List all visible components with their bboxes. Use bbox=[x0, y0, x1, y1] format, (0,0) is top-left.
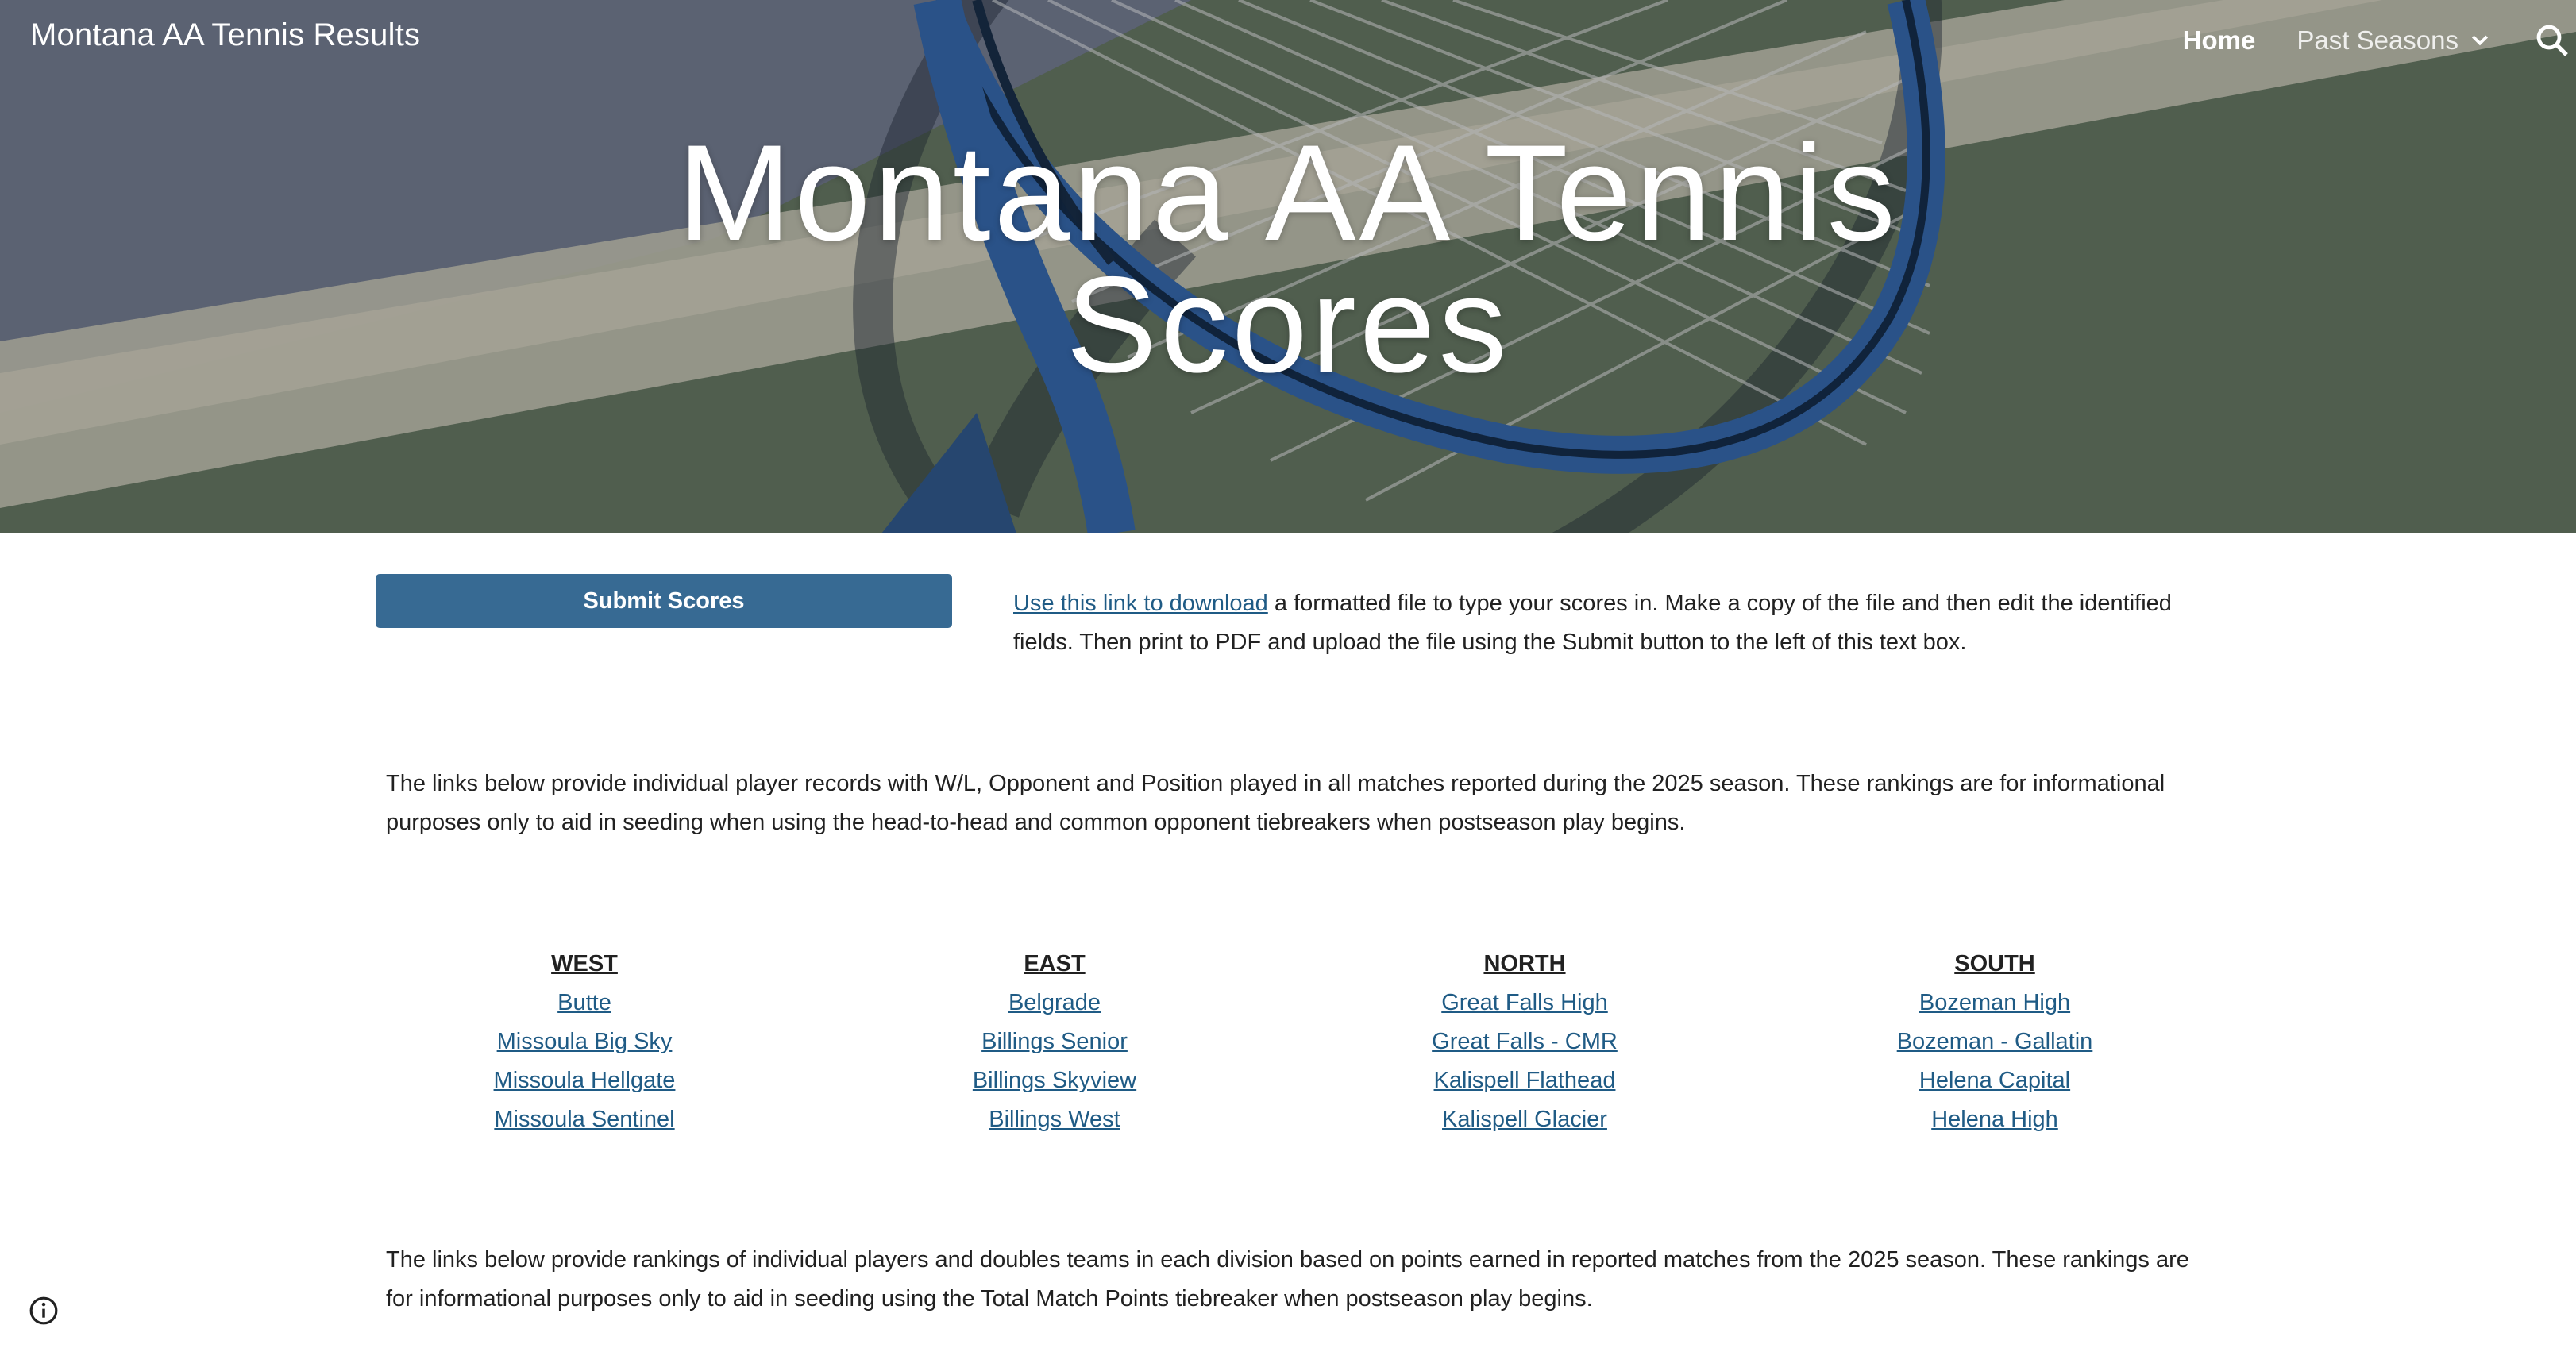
team-link-bozeman-gallatin[interactable]: Bozeman - Gallatin bbox=[1896, 1029, 2093, 1054]
page-title-line-1: Montana AA Tennis bbox=[677, 117, 1899, 269]
player-records-intro: The links below provide individual player records with W/L, Opponent and Position played in all matches reported during the 2025 season. These rankings are for informational purposes only to aid in seeding when using the head-to-head and common opponent tiebreakers when postseason play begins. bbox=[386, 771, 2165, 835]
top-navigation bbox=[2183, 21, 2576, 60]
division-north bbox=[1302, 945, 1747, 1139]
team-link-helena-high[interactable]: Helena High bbox=[1931, 1107, 2058, 1132]
team-link-billings-west[interactable]: Billings West bbox=[989, 1107, 1120, 1132]
team-link-missoula-hellgate[interactable]: Missoula Hellgate bbox=[493, 1068, 676, 1093]
search-icon[interactable] bbox=[2533, 21, 2571, 60]
submit-scores-button[interactable]: Submit Scores bbox=[376, 574, 952, 628]
team-link-helena-capital[interactable]: Helena Capital bbox=[1919, 1068, 2071, 1093]
team-link-butte[interactable]: Butte bbox=[557, 990, 611, 1015]
division-south bbox=[1772, 945, 2217, 1139]
nav-past-seasons[interactable] bbox=[2296, 25, 2492, 56]
division-heading-north: NORTH bbox=[1483, 951, 1566, 976]
team-link-kalispell-flathead[interactable]: Kalispell Flathead bbox=[1433, 1068, 1616, 1093]
team-link-billings-senior[interactable]: Billings Senior bbox=[981, 1029, 1128, 1054]
download-instructions-text: a formatted file to type your scores in. Make a copy of the file and then edit the identified fields. Then print to PDF and upload the file using the Submit button to the left of this text box. bbox=[1013, 591, 2172, 655]
nav-home[interactable]: Home bbox=[2182, 25, 2256, 55]
page-title bbox=[0, 117, 2576, 401]
team-link-billings-skyview[interactable]: Billings Skyview bbox=[972, 1068, 1137, 1093]
division-heading-west: WEST bbox=[551, 951, 618, 976]
info-icon[interactable] bbox=[29, 1296, 59, 1326]
division-east bbox=[832, 945, 1277, 1139]
hero-banner bbox=[0, 0, 2576, 533]
team-link-belgrade[interactable]: Belgrade bbox=[1008, 990, 1101, 1015]
page-title-line-2: Scores bbox=[1066, 248, 1510, 401]
rankings-intro: The links below provide rankings of individual players and doubles teams in each division based on points earned in reported matches from the 2025 season. These rankings are for informational purposes only to aid in seeding using the Total Match Points tiebreaker when postseason play begins. bbox=[386, 1247, 2189, 1311]
team-link-missoula-big-sky[interactable]: Missoula Big Sky bbox=[496, 1029, 673, 1054]
team-link-great-falls-cmr[interactable]: Great Falls - CMR bbox=[1432, 1029, 1618, 1054]
team-link-great-falls-high[interactable]: Great Falls High bbox=[1441, 990, 1608, 1015]
chevron-down-icon[interactable] bbox=[2468, 29, 2492, 52]
team-link-missoula-sentinel[interactable]: Missoula Sentinel bbox=[494, 1107, 675, 1132]
division-heading-south: SOUTH bbox=[1954, 951, 2035, 976]
download-instructions bbox=[1013, 584, 2204, 662]
division-heading-east: EAST bbox=[1024, 951, 1086, 976]
site-title[interactable]: Montana AA Tennis Results bbox=[30, 17, 421, 52]
team-link-kalispell-glacier[interactable]: Kalispell Glacier bbox=[1442, 1107, 1607, 1132]
nav-past-seasons-label: Past Seasons bbox=[2296, 25, 2458, 55]
download-file-link[interactable]: Use this link to download bbox=[1013, 591, 1268, 616]
team-link-bozeman-high[interactable]: Bozeman High bbox=[1919, 990, 2071, 1015]
division-west bbox=[362, 945, 807, 1139]
